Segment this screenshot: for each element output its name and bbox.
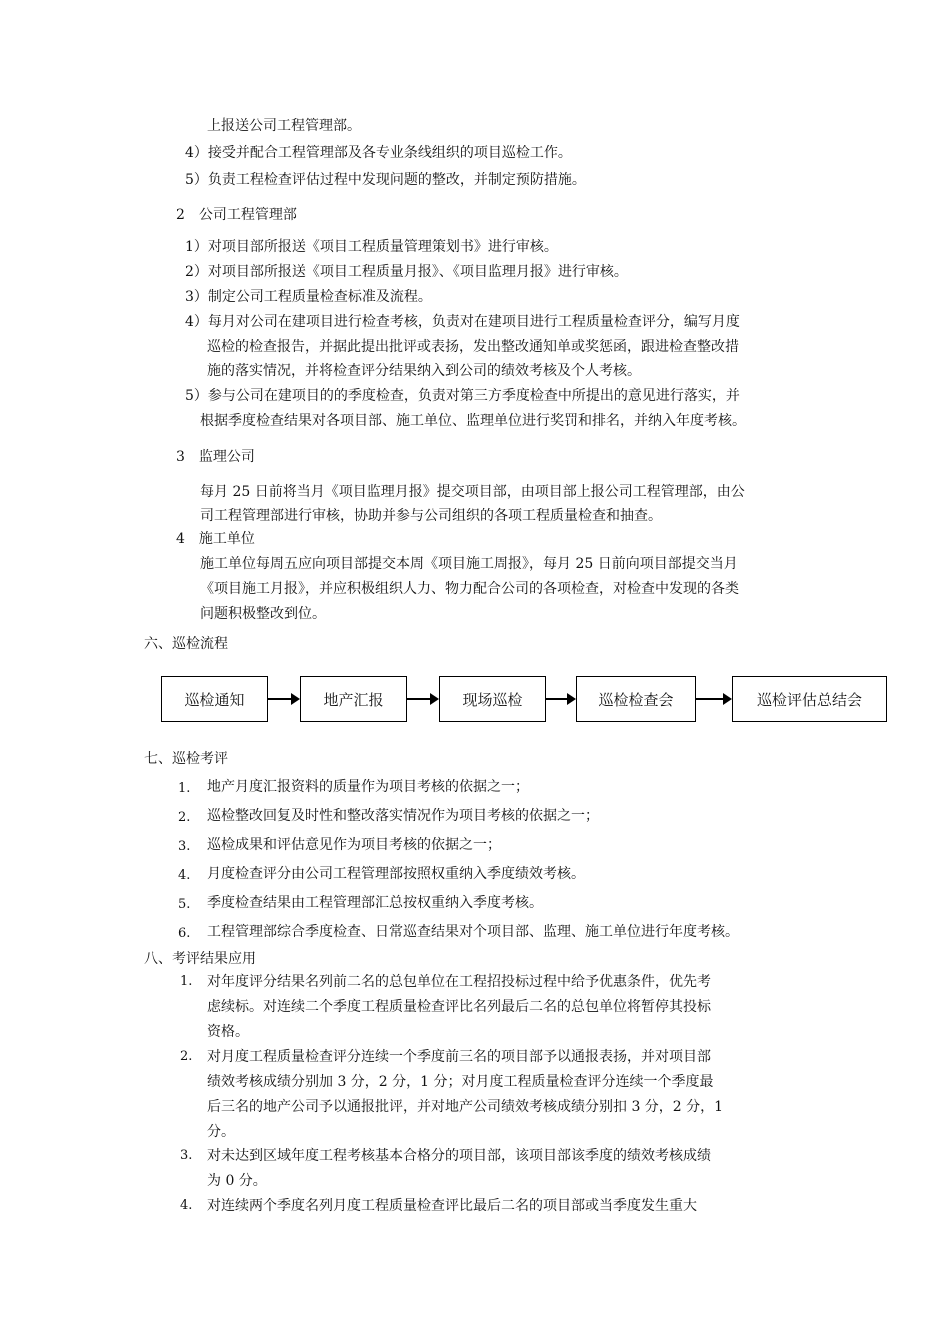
flow-step: 巡检评估总结会: [732, 676, 887, 722]
subsection-heading: 3 监理公司: [176, 449, 255, 465]
text-line: 司工程管理部进行审核，协助并参与公司组织的各项工程质量检查和抽查。: [200, 508, 662, 524]
text-line: 施的落实情况，并将检查评分结果纳入到公司的绩效考核及个人考核。: [207, 363, 641, 379]
list-number: 4.: [178, 868, 191, 883]
text-line: 4）接受并配合工程管理部及各专业条线组织的项目巡检工作。: [185, 145, 572, 161]
arrow-right-icon: [696, 698, 730, 700]
text-line: 4）每月对公司在建项目进行检查考核，负责对在建项目进行工程质量检查评分，编写月度: [185, 314, 740, 330]
arrow-right-icon: [407, 698, 437, 700]
list-item: 对年度评分结果名列前二名的总包单位在工程招投标过程中给予优惠条件，优先考: [207, 974, 711, 990]
list-number: 4.: [180, 1198, 193, 1213]
list-item: 巡检整改回复及时性和整改落实情况作为项目考核的依据之一；: [207, 808, 599, 824]
text-line: 施工单位每周五应向项目部提交本周《项目施工周报》，每月 25 日前向项目部提交当月: [200, 556, 738, 572]
list-item: 工程管理部综合季度检查、日常巡查结果对个项目部、监理、施工单位进行年度考核。: [207, 924, 739, 940]
section-heading: 六、巡检流程: [144, 636, 228, 652]
list-number: 3.: [180, 1148, 193, 1163]
list-item: 资格。: [207, 1024, 249, 1040]
list-item: 月度检查评分由公司工程管理部按照权重纳入季度绩效考核。: [207, 866, 585, 882]
list-number: 1.: [180, 974, 193, 989]
list-item: 绩效考核成绩分别加 3 分，2 分，1 分；对月度工程质量检查评分连续一个季度最: [207, 1074, 714, 1090]
text-line: 每月 25 日前将当月《项目监理月报》提交项目部，由项目部上报公司工程管理部，由公: [200, 484, 745, 500]
subsection-heading: 4 施工单位: [176, 531, 255, 547]
flow-step: 巡检检查会: [576, 676, 696, 722]
flow-step: 现场巡检: [439, 676, 546, 722]
text-line: 《项目施工月报》，并应积极组织人力、物力配合公司的各项检查，对检查中发现的各类: [200, 581, 739, 597]
list-number: 2.: [180, 1049, 193, 1064]
flow-step: 巡检通知: [161, 676, 268, 722]
list-item: 地产月度汇报资料的质量作为项目考核的依据之一；: [207, 779, 529, 795]
text-line: 5）负责工程检查评估过程中发现问题的整改，并制定预防措施。: [185, 172, 586, 188]
text-line: 巡检的检查报告，并据此提出批评或表扬，发出整改通知单或奖惩函，跟进检查整改措: [207, 339, 739, 355]
text-line: 1）对项目部所报送《项目工程质量管理策划书》进行审核。: [185, 239, 558, 255]
text-line: 问题积极整改到位。: [200, 606, 326, 622]
arrow-right-icon: [268, 698, 298, 700]
list-item: 对未达到区域年度工程考核基本合格分的项目部，该项目部该季度的绩效考核成绩: [207, 1148, 711, 1164]
subsection-heading: 2 公司工程管理部: [176, 207, 297, 223]
list-number: 5.: [178, 897, 191, 912]
list-item: 为 0 分。: [207, 1173, 267, 1189]
text-line: 根据季度检查结果对各项目部、施工单位、监理单位进行奖罚和排名，并纳入年度考核。: [200, 413, 746, 429]
flow-step: 地产汇报: [300, 676, 407, 722]
list-number: 3.: [178, 839, 191, 854]
list-number: 6.: [178, 926, 191, 941]
text-line: 3）制定公司工程质量检查标准及流程。: [185, 289, 432, 305]
list-item: 分。: [207, 1124, 235, 1140]
list-item: 巡检成果和评估意见作为项目考核的依据之一；: [207, 837, 501, 853]
text-line: 2）对项目部所报送《项目工程质量月报》、《项目监理月报》进行审核。: [185, 264, 628, 280]
section-heading: 七、巡检考评: [144, 751, 228, 767]
list-number: 1.: [178, 781, 191, 796]
section-heading: 八、考评结果应用: [144, 951, 256, 967]
list-item: 后三名的地产公司予以通报批评，并对地产公司绩效考核成绩分别扣 3 分，2 分，1: [207, 1099, 724, 1115]
list-item: 对连续两个季度名列月度工程质量检查评比最后二名的项目部或当季度发生重大: [207, 1198, 697, 1214]
list-number: 2.: [178, 810, 191, 825]
text-line: 5）参与公司在建项目的的季度检查，负责对第三方季度检查中所提出的意见进行落实，并: [185, 388, 740, 404]
list-item: 季度检查结果由工程管理部汇总按权重纳入季度考核。: [207, 895, 543, 911]
text-line: 上报送公司工程管理部。: [207, 118, 361, 134]
list-item: 虑续标。对连续二个季度工程质量检查评比名列最后二名的总包单位将暂停其投标: [207, 999, 711, 1015]
list-item: 对月度工程质量检查评分连续一个季度前三名的项目部予以通报表扬，并对项目部: [207, 1049, 711, 1065]
arrow-right-icon: [546, 698, 574, 700]
